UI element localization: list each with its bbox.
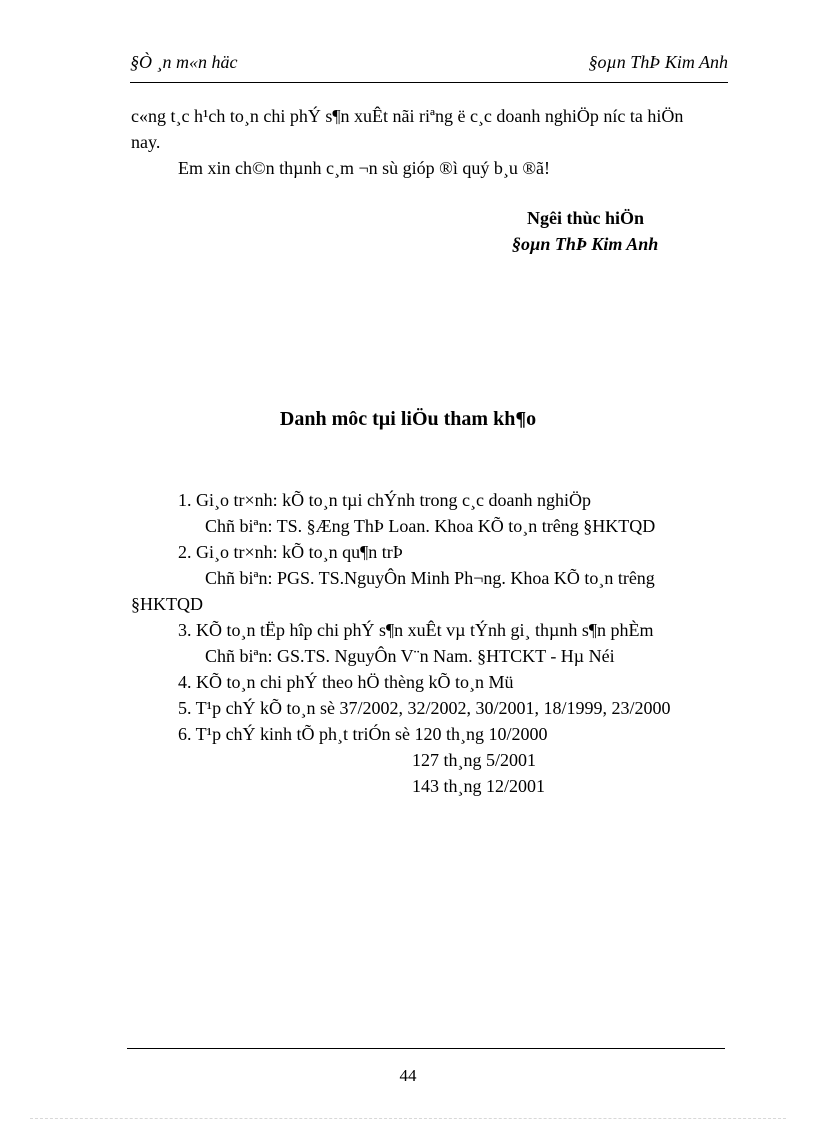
reference-item: 2. Gi¸o tr×nh: kÕ to¸n qu¶n trÞ	[178, 542, 403, 562]
reference-item: 6. T¹p chÝ kinh tÕ ph¸t triÓn sè 120 th¸ng 10/2000	[178, 724, 548, 744]
header-right-text: §oµn ThÞ Kim Anh	[588, 52, 728, 72]
signature-name: §oµn ThÞ Kim Anh	[512, 234, 659, 254]
page-number: 44	[399, 1066, 417, 1085]
intro-line-2: nay.	[131, 132, 161, 152]
reference-item-detail: Chñ biªn: TS. §Æng ThÞ Loan. Khoa KÕ to¸n trêng §HKTQD	[205, 516, 656, 536]
footer-rule	[127, 1048, 725, 1049]
page-header	[130, 52, 728, 83]
thanks-line: Em xin ch©n thµnh c¸m ¬n sù gióp ®ì quý b¸u ®ã!	[178, 158, 551, 178]
reference-item-detail: 127 th¸ng 5/2001	[412, 750, 536, 770]
page-bottom-border	[30, 1118, 786, 1119]
header-left-text: §Ò ¸n m«n häc	[130, 52, 238, 72]
reference-item-detail: §HKTQD	[131, 594, 203, 614]
reference-item-detail: Chñ biªn: PGS. TS.NguyÔn Minh Ph¬ng. Khoa KÕ to¸n trêng	[205, 568, 655, 588]
references-title: Danh môc tµi liÖu tham kh¶o	[279, 408, 537, 430]
reference-item-detail: Chñ biªn: GS.TS. NguyÔn V¨n Nam. §HTCKT - Hµ Néi	[205, 646, 615, 666]
reference-item: 5. T¹p chÝ kÕ to¸n sè 37/2002, 32/2002, 30/2001, 18/1999, 23/2000	[178, 698, 671, 718]
intro-line-1: c«ng t¸c h¹ch to¸n chi phÝ s¶n xuÊt nãi riªng ë c¸c doanh nghiÖp níc ta hiÖn	[131, 106, 684, 126]
reference-item-detail: 143 th¸ng 12/2001	[412, 776, 545, 796]
signature-role: Ngêi thùc hiÖn	[527, 208, 645, 228]
reference-item: 3. KÕ to¸n tËp hîp chi phÝ s¶n xuÊt vµ tÝnh gi¸ thµnh s¶n phÈm	[178, 620, 654, 640]
reference-item: 1. Gi¸o tr×nh: kÕ to¸n tµi chÝnh trong c¸c doanh nghiÖp	[178, 490, 591, 510]
reference-item: 4. KÕ to¸n chi phÝ theo hÖ thèng kÕ to¸n Mü	[178, 672, 514, 692]
